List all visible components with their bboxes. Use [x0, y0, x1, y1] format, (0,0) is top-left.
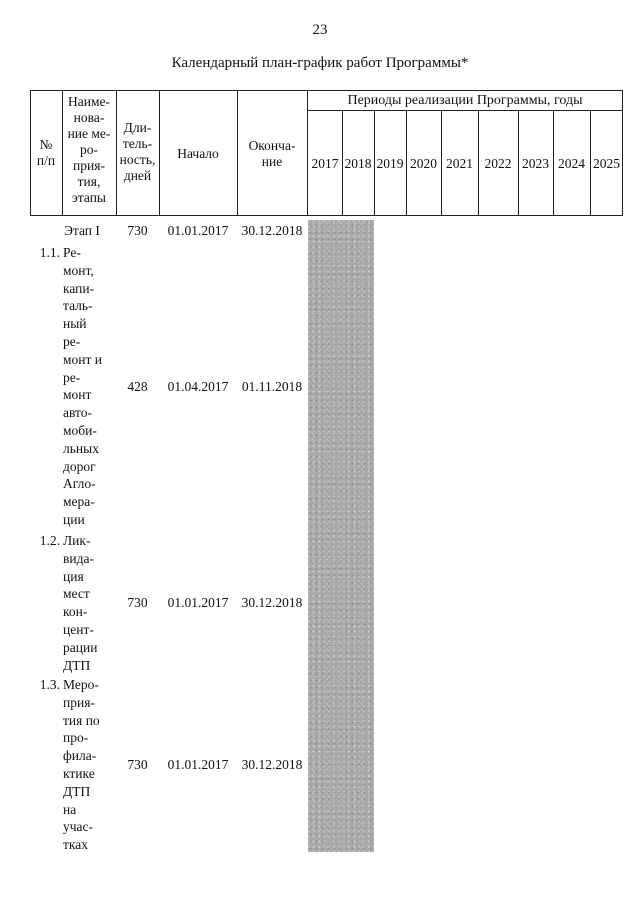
row-name-line: тках — [63, 837, 88, 853]
row-name-line: Лик- — [63, 533, 91, 548]
year-label: 2018 — [344, 156, 372, 171]
header-name-line: тия, — [77, 174, 101, 189]
row-name-line: таль- — [63, 298, 93, 314]
row-name — [63, 244, 116, 529]
row-name-line: кон- — [63, 604, 88, 620]
header-name-line: этапы — [72, 190, 106, 205]
row-name-line: моби- — [63, 422, 97, 438]
header-name-line: нова- — [73, 110, 105, 125]
row-name — [63, 676, 116, 854]
row-name-line: про- — [63, 730, 89, 746]
row-num: 1.1. — [39, 245, 60, 260]
row-start: 01.04.2017 — [167, 379, 229, 394]
row-name-line: дорог — [63, 458, 96, 474]
year-label: 2024 — [558, 156, 585, 171]
header-name-line: ро- — [80, 142, 98, 157]
header-end-line: ние — [261, 154, 283, 169]
row-num: 1.2. — [39, 533, 60, 548]
row-name-line: Меро- — [63, 677, 99, 692]
row-name-line: ный — [63, 316, 87, 332]
table-top-border — [30, 90, 623, 91]
header-name-line: Наиме- — [68, 94, 110, 109]
header-end — [237, 138, 307, 170]
row-name-line: ДТП — [63, 657, 91, 673]
header-num-line: № — [39, 137, 53, 152]
row-name-line: мера- — [63, 494, 95, 510]
row-name-line: рации — [63, 639, 98, 655]
header-duration — [116, 120, 159, 184]
year-label: 2019 — [376, 156, 404, 171]
row-name-line: филa- — [63, 748, 97, 764]
row-duration: 730 — [127, 223, 148, 238]
row-end: 30.12.2018 — [241, 757, 303, 772]
row-name-line: цент- — [63, 621, 94, 637]
year-label: 2017 — [311, 156, 339, 171]
row-name-line: ДТП — [63, 783, 91, 799]
page-number: 23 — [312, 22, 328, 38]
row-start: 01.01.2017 — [167, 223, 229, 238]
row-name-line: ре- — [63, 369, 81, 385]
header-num-line: п/п — [36, 153, 56, 168]
row-duration: 428 — [127, 379, 148, 394]
row-duration: 730 — [127, 757, 148, 772]
year-label: 2023 — [522, 156, 549, 171]
row-name-line: ция — [63, 568, 84, 584]
row-name-line: учас- — [63, 819, 94, 835]
row-end: 30.12.2018 — [241, 223, 303, 238]
row-name-line: авто- — [63, 405, 92, 421]
header-name-line: ние ме- — [67, 126, 111, 141]
row-duration: 730 — [127, 595, 148, 610]
row-num: 1.3. — [39, 677, 60, 692]
header-end-line: Оконча- — [248, 138, 296, 153]
header-name — [62, 94, 116, 206]
header-duration-line: ность, — [119, 152, 156, 167]
row-name-line: вида- — [63, 550, 94, 566]
header-periods: Периоды реализации Программы, годы — [347, 93, 583, 108]
row-start: 01.01.2017 — [167, 595, 229, 610]
header-start: Начало — [177, 146, 219, 161]
page-title: Календарный план-график работ Программы* — [171, 55, 469, 71]
row-name-line: прия- — [63, 694, 95, 710]
year-label: 2020 — [410, 156, 437, 171]
header-duration-line: Дли- — [123, 120, 152, 135]
year-label: 2025 — [593, 156, 620, 171]
header-bottom-border — [30, 215, 623, 216]
col-border — [622, 90, 623, 216]
row-end: 30.12.2018 — [241, 595, 303, 610]
row-start: 01.01.2017 — [167, 757, 229, 772]
row-name-line: ции — [63, 511, 85, 527]
row-name-line: льных — [63, 440, 99, 456]
row-end: 01.11.2018 — [241, 379, 303, 394]
row-name-line: Агло- — [63, 476, 96, 492]
row-name-line: тия по — [63, 712, 100, 728]
row-name-line: монт — [63, 387, 92, 403]
row-name — [63, 532, 116, 674]
row-name-line: мест — [63, 586, 90, 602]
row-name — [64, 222, 116, 240]
row-name-line: монт и — [63, 351, 103, 367]
header-num — [30, 137, 62, 169]
row-name-line: Ре- — [63, 245, 81, 260]
row-name-line: Этап I — [64, 223, 100, 238]
gantt-bar-2017-2018 — [308, 220, 374, 852]
year-label: 2021 — [446, 156, 473, 171]
header-duration-line: дней — [123, 168, 152, 183]
year-label: 2022 — [484, 156, 512, 171]
row-name-line: капи- — [63, 280, 95, 296]
periods-divider — [308, 110, 623, 111]
header-name-line: прия- — [73, 158, 105, 173]
row-name-line: монт, — [63, 262, 94, 278]
row-name-line: ктике — [63, 765, 95, 781]
row-name-line: на — [63, 801, 77, 817]
row-name-line: ре- — [63, 333, 81, 349]
header-duration-line: тель- — [122, 136, 153, 151]
